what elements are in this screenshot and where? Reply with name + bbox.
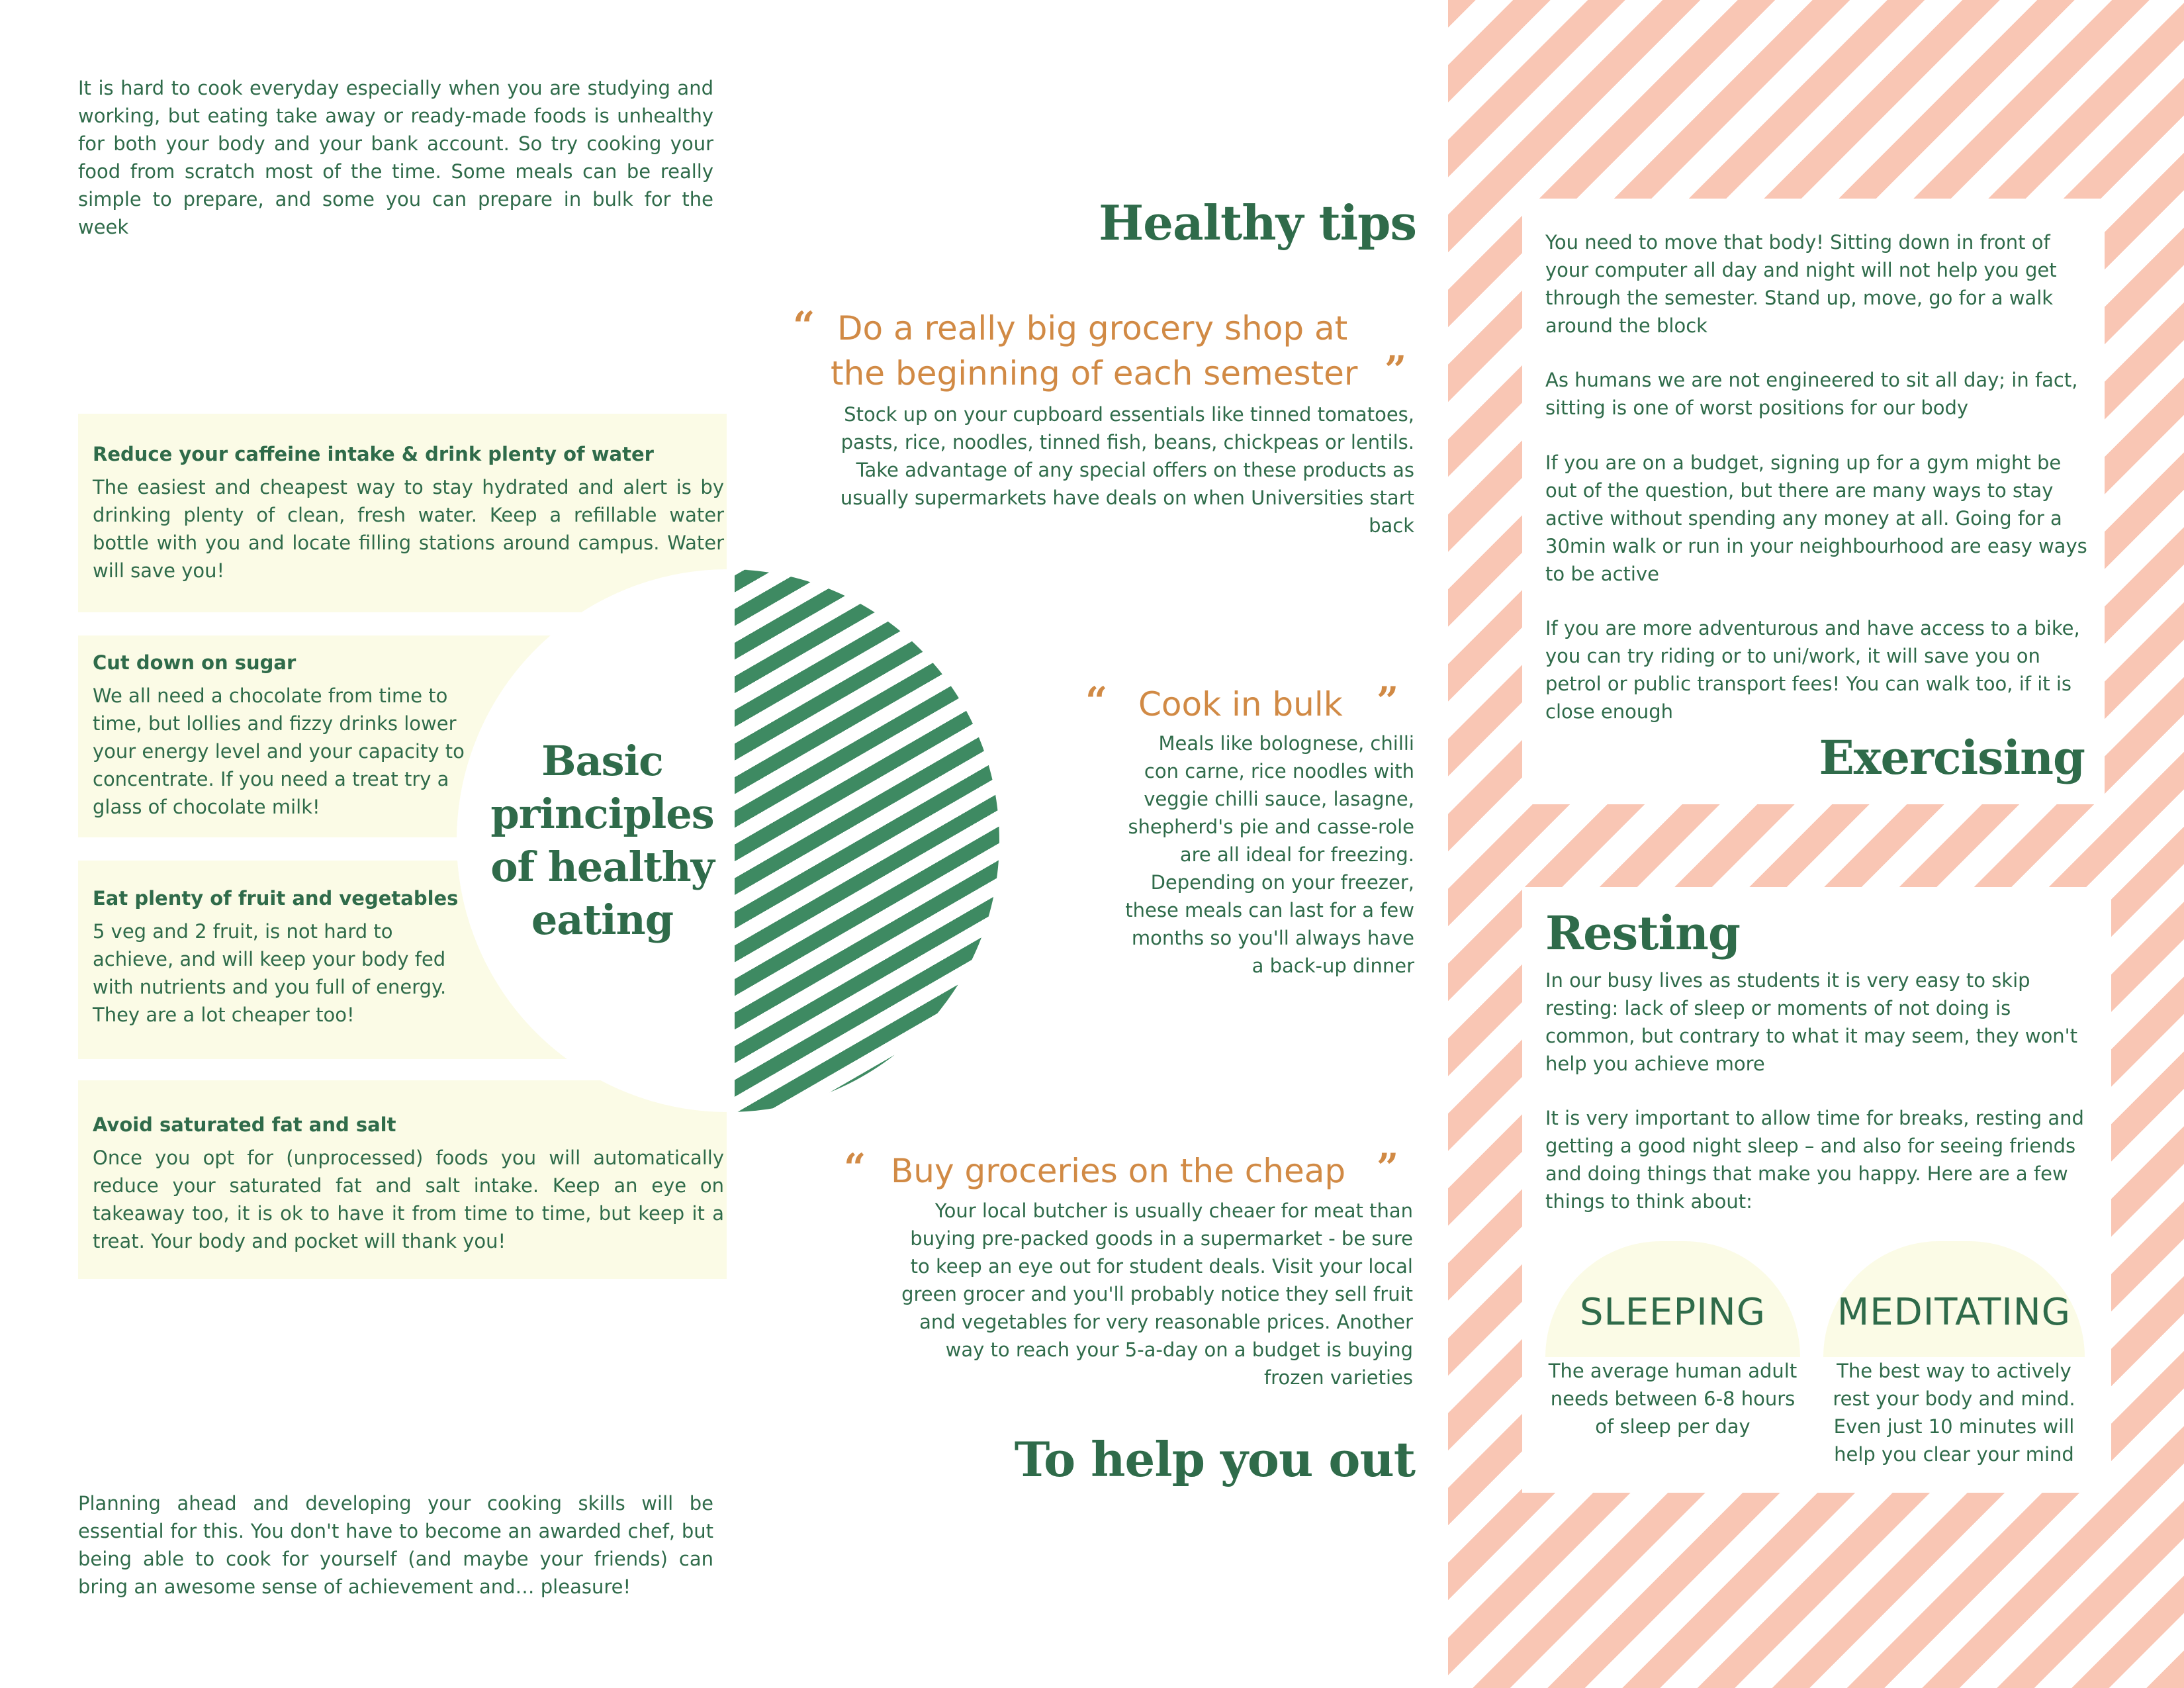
exercising-paragraph: As humans we are not engineered to sit all day; in fact, sitting is one of worst positions for our body [1545, 369, 2078, 419]
principle-text: We all need a chocolate from time to time, but lollies and fizzy drinks lower your energy level and your capacity to concentrate. If you need a treat try a glass of chocolate milk! [93, 684, 465, 818]
principle-box-water [78, 414, 727, 612]
tip-heading-grocery-line2: the beginning of each semester [831, 354, 1358, 393]
principle-title: Cut down on sugar [93, 651, 296, 674]
principles-title: Basic principles of healthy eating [490, 737, 714, 944]
tip-text-grocery: Stock up on your cupboard essentials like tinned tomatoes, pasts, rice, noodles, tinned fish, beans, chickpeas or lentils. Take advantage of any special offers on these products as usually supermarkets have deals on when Universities start back [840, 403, 1414, 537]
exercising-panel [1522, 199, 2105, 804]
tip-heading-cheap: Buy groceries on the cheap [891, 1152, 1346, 1190]
principle-text: Once you opt for (unprocessed) foods you will automatically reduce your saturated fat and salt intake. Keep an eye on takeaway too, it is ok to have it from time to time, but keep it a treat. Your body and pocket will thank you! [93, 1147, 724, 1252]
exercising-paragraph: If you are on a budget, signing up for a gym might be out of the question, but there are many ways to stay active without spending any money at all. Going for a 30min walk or run in your neighbourhood are easy ways to be active [1545, 451, 2087, 585]
open-quote-icon: “ [1085, 679, 1108, 724]
principle-title: Reduce your caffeine intake & drink plenty of water [93, 443, 654, 465]
intro-bottom-text: Planning ahead and developing your cooking skills will be essential for this. You don't have to become an awarded chef, but being able to cook for yourself (and maybe your friends) can bring an awesome sense of achievement and… pleasure! [78, 1492, 713, 1598]
principle-box-fat [78, 1080, 727, 1279]
principle-text: 5 veg and 2 fruit, is not hard to achieve, and will keep your body fed with nutrients and you full of energy. They are a lot cheaper too! [93, 920, 447, 1026]
close-quote-icon: ” [1385, 348, 1407, 393]
resting-title: Resting [1545, 906, 1740, 961]
tip-heading-grocery-line1: Do a really big grocery shop at [837, 309, 1348, 348]
sleeping-text: The average human adult needs between 6-8 hours of sleep per day [1548, 1360, 1797, 1438]
principle-title: Avoid saturated fat and salt [93, 1113, 396, 1136]
close-quote-icon: ” [1377, 1145, 1399, 1190]
principle-text: The easiest and cheapest way to stay hydrated and alert is by drinking plenty of clean, fresh water. Keep a refillable water bottle with you and locate filling stations around campus. Water will save you! [93, 476, 724, 582]
exercising-title: Exercising [1819, 730, 2085, 785]
tip-text-cheap: Your local butcher is usually cheaer for meat than buying pre-packed goods in a supermarket - be sure to keep an eye out for student deals. Visit your local green grocer and you'll probably notice they sell fruit and vegetables for very reasonable prices. Another way to reach your 5-a-day on a budget is buying frozen varieties [901, 1199, 1413, 1389]
open-quote-icon: “ [793, 303, 815, 348]
help-title: To help you out [1014, 1431, 1415, 1487]
meditating-text: The best way to actively rest your body and mind. Even just 10 minutes will help you clear your mind [1833, 1360, 2075, 1466]
open-quote-icon: “ [844, 1145, 866, 1190]
principle-title: Eat plenty of fruit and vegetables [93, 887, 459, 910]
resting-panel [1522, 887, 2111, 1493]
resting-paragraph: It is very important to allow time for breaks, resting and getting a good night sleep – and also for seeing friends and doing things that make you happy. Here are a few things to think about: [1545, 1107, 2084, 1213]
healthy-tips-title: Healthy tips [1099, 195, 1416, 251]
intro-top-text: It is hard to cook everyday especially when you are studying and working, but eating take away or ready-made foods is unhealthy for both your body and your bank account. So try cooking your food from scratch most of the time. Some meals can be really simple to prepare, and some you can prepare in bulk for the week [78, 77, 713, 238]
close-quote-icon: ” [1377, 679, 1399, 724]
resting-paragraph: In our busy lives as students it is very easy to skip resting: lack of sleep or moments of not doing is common, but contrary to what it may seem, they won't help you achieve more [1545, 969, 2078, 1075]
tip-heading-bulk: Cook in bulk [1138, 685, 1343, 724]
exercising-paragraph: You need to move that body! Sitting down in front of your computer all day and night will not help you get through the semester. Stand up, move, go for a walk around the block [1545, 231, 2057, 337]
sleeping-label: SLEEPING [1579, 1291, 1766, 1334]
exercising-paragraph: If you are more adventurous and have access to a bike, you can try riding or to uni/work, it will save you on petrol or public transport fees! You can walk too, if it is close enough [1545, 617, 2080, 723]
tip-text-bulk: Meals like bolognese, chilli con carne, rice noodles with veggie chilli sauce, lasagne, shepherd's pie and casse-role are all ideal for freezing. Depending on your freezer, these meals can last for a few months so you'll always have a back-up dinner [1125, 732, 1414, 977]
meditating-label: MEDITATING [1837, 1291, 2071, 1334]
